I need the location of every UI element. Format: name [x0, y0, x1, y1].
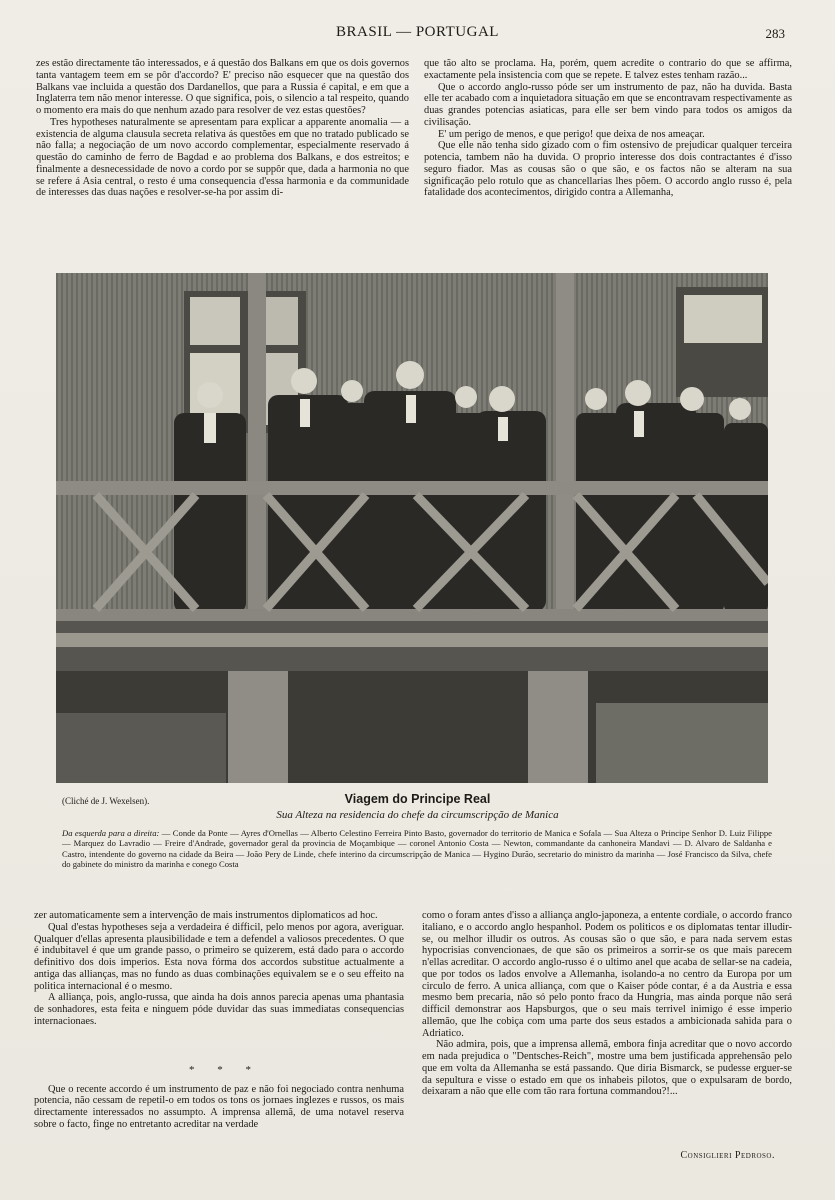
paragraph: E' um perigo de menos, e que perigo! que deixa de nos ameaçar.	[438, 128, 705, 140]
article-column-top-left	[36, 58, 409, 199]
paragraph: zer automaticamente sem a intervenção de mais instrumentos diplomaticos ad hoc.	[34, 910, 378, 921]
caption-lead: Da esquerda para a direita:	[62, 828, 160, 838]
photo-credit: (Cliché de J. Wexelsen).	[62, 796, 150, 806]
article-column-bottom-left	[34, 910, 404, 1131]
article-column-top-right	[424, 58, 792, 199]
caption-name-list: — Conde da Ponte — Ayres d'Ornellas — Alberto Celestino Ferreira Pinto Basto, governador do territorio de Manica e Sofala — Sua Alteza o Principe Senhor D. Luiz Filippe — Marquez do Lavradio — Freire d'Andrade, governador geral da provincia de Moçambique — coronel Antonio Costa — Newton, commandante da canhoneira Mandavi — D. Alvaro de Saldanha e Castro, intendente do governo na cidade da Beira — João Pery de Linde, chefe interino da circumscripção de Manica — Hygino Durão, secretario do ministro da marinha — José Francisco da Silva, chefe do gabinete do ministro da marinha e conego Costa	[62, 828, 772, 869]
caption-subtitle: Sua Alteza na residencia do chefe da circumscripção de Manica	[276, 809, 559, 821]
author-signature: Consiglieri Pedroso.	[680, 1150, 775, 1161]
caption-title: Viagem do Principe Real	[344, 792, 491, 806]
paragraph: que tão alto se proclama. Ha, porém, quem acredite o contrario do que se affirma, exactamente pela insistencia com que se repete. E talvez estes tenham razão...	[424, 58, 792, 81]
paragraph: zes estão directamente tão interessados, e á questão dos Balkans em que os dois governos tanta vantagem teem em se pôr d'accordo? E' preciso não esquecer que na questão dos Balkans vae incluida a questão dos Dardanellos, que para a Russia é capital, e em que a Inglaterra tem não menor interesse. O que significa, pois, o silencio a tal respeito, quando o momento era mais do que nenhum azado para resolver de vez estas questões?	[36, 58, 409, 116]
section-separator: * * *	[189, 1064, 261, 1076]
paragraph: Tres hypotheses naturalmente se apresentam para explicar a apparente anomalia — a existencia de alguma clausula secreta relativa ás questões em que no tratado publicado se não falla; a negociação de um novo accordo complementar, especialmente reservado á questão do caminho de ferro de Bagdad e ao problema dos Balkans, e dos estreitos; e finalmente a desnecessidade de novo a cordo por se suppôr que, dada a harmonia no que se refere á Asia central, o resto é uma consequencia d'essa harmonia e da communidade de interesses das duas nações e resolver-se-ha por assim di-	[36, 116, 409, 199]
paragraph: Que elle não tenha sido gizado com o fim ostensivo de prejudicar qualquer terceira potencia, tambem não ha duvida. O proprio interesse dos dois contractantes é d'isso seguro fiador. Mas as cousas são o que são, e os factos não se alteram na sua significação pelo rotulo que as chancellarias lhes põem. O accordo anglo russo é, pela fatalidade dos acontecimentos, dirigido contra a Allemanha,	[424, 140, 792, 199]
article-column-bottom-right	[422, 910, 792, 1098]
page-header	[0, 22, 835, 42]
paragraph: A alliança, pois, anglo-russa, que ainda ha dois annos parecia apenas uma phantasia de sonhadores, esta feita e ninguem póde duvidar das suas immediatas consequencias internacionaes.	[34, 992, 404, 1027]
veranda-group-photo	[56, 273, 768, 783]
halftone-photograph	[56, 273, 768, 783]
paragraph: Que o accordo anglo-russo póde ser um instrumento de paz, não ha duvida. Basta elle ter acabado com a inquietadora situação em que se encontravam respectivamente as duas grandes potencias asiaticas, para elle ser bem vindo para todos os amigos da civilisação.	[424, 81, 792, 128]
paragraph: Não admira, pois, que a imprensa allemã, embora finja acreditar que o novo accordo em nada prejudica o "Dentsches-Reich", mostre uma bem justificada apprehensão pelo que em volta da Allemanha se está passando. Que diria Bismarck, se pudesse erguer-se da sepultura e visse o estado em que os inhabeis pilotos, que o expulsaram de bordo, deixaram a não que elle com tão rara fortuna commandou?!...	[422, 1039, 792, 1098]
page-number: 283	[765, 26, 785, 41]
paragraph: Qual d'estas hypotheses seja a verdadeira é difficil, pelo menos por agora, averiguar. Qualquer d'ellas apresenta plausibilidade e tem a defendel a valiosos precedentes. O que é indubitavel é que um grande passo, o primeiro se quizerem, está dado para o accordo definitivo dos dois imperios. Esta nova fórma dos accordos substitue actualmente a antiga das allianças, mas no fundo as duas combinações equivalem se e o seu effeito na politica internacional é o mesmo.	[34, 921, 404, 992]
caption-names	[62, 828, 772, 869]
paragraph: Que o recente accordo é um instrumento de paz e não foi negociado contra nenhuma potencia, não cessam de repetil-o em todos os tons os jornaes inglezes e russos, os mais directamente interessados no assumpto. A imprensa allemã, de uma notavel reserva sobre o facto, finge no entretanto acreditar na verdade	[34, 1083, 404, 1130]
paragraph: como o foram antes d'isso a alliança anglo-japoneza, a entente cordiale, o accordo franco italiano, e o accordo anglo hespanhol. Podem os politicos e os diplomatas tentar illudir-se, ou melhor illudir os outros. As cousas são o que são, e para nada servem estas hypocrisias convencionaes, de que são os primeiros a sorrir-se os que mais parecem n'ellas acreditar. O accordo anglo-russo é o ultimo anel que acaba de sellar-se na cadeia, que por todos os lados envolve a Allemanha, isolando-a no centro da Europa por um circulo de ferro. A unica alliança, com que o Kaiser póde contar, é a da Austria e essa mesmo bem precaria, não só pelo ponto fraco da Hungria, mas ainda porque não será difficil demonstrar aos Hapsburgos, que o seu mais terrivel inimigo é esse imperio allemão, que lhe cobiça com uma parte dos seus estados a ambicionada sahida para o Adriatico.	[422, 910, 792, 1039]
running-title: BRASIL — PORTUGAL	[336, 24, 499, 40]
